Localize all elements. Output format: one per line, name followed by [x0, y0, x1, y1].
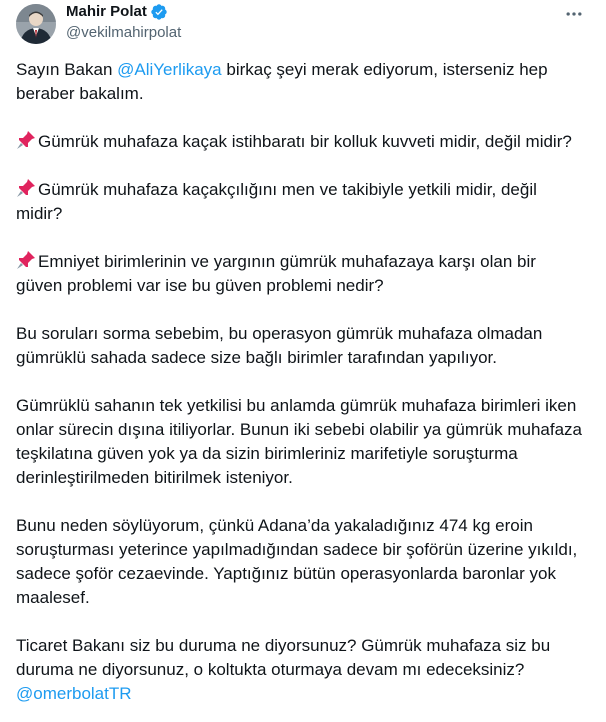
- question-2-text: Gümrük muhafaza kaçakçılığını men ve takibiyle yetkili midir, değil midir?: [16, 180, 537, 223]
- pushpin-emoji-icon: [16, 130, 36, 150]
- question-3-text: Emniyet birimlerinin ve yargının gümrük muhafazaya karşı olan bir güven problemi var ise bu güven problemi nedir?: [16, 252, 536, 295]
- author-handle[interactable]: @vekilmahirpolat: [66, 24, 182, 41]
- pushpin-emoji-icon: [16, 178, 36, 198]
- intro-text-end: birkaç şeyi merak ediyorum, isterseniz hep beraber bakalım.: [16, 60, 548, 103]
- tweet-paragraph-reason: Bu soruları sorma sebebim, bu operasyon gümrük muhafaza olmadan gümrüklü sahada sadece size bağlı birimler tarafından yapılıyor.: [16, 324, 543, 367]
- pushpin-emoji-icon: [16, 250, 36, 270]
- author-name[interactable]: Mahir Polat: [66, 3, 147, 20]
- intro-text: Sayın Bakan: [16, 60, 118, 79]
- tweet-paragraph-intro: [16, 58, 584, 106]
- verified-badge-icon[interactable]: [150, 3, 168, 21]
- more-horizontal-icon[interactable]: [562, 2, 586, 26]
- mention-link[interactable]: @AliYerlikaya: [117, 60, 222, 79]
- question-1-text: Gümrük muhafaza kaçak istihbaratı bir kolluk kuvveti midir, değil midir?: [38, 132, 572, 151]
- tweet-question-3: [16, 250, 584, 298]
- author-name-row[interactable]: [66, 2, 168, 22]
- tweet-question-2: [16, 178, 584, 226]
- closing-text: Ticaret Bakanı siz bu duruma ne diyorsunuz? Gümrük muhafaza siz bu duruma ne diyorsunuz, o koltukta oturmaya devam mı edeceksiniz?: [16, 636, 551, 679]
- avatar[interactable]: [16, 4, 56, 44]
- profile-photo-icon: [16, 4, 56, 44]
- mention-link[interactable]: @omerbolatTR: [16, 684, 132, 703]
- tweet-paragraph-adana: Bunu neden söylüyorum, çünkü Adana’da yakaladığınız 474 kg eroin soruşturması yeterince yapılmadığından sadece bir şoförün üzerine yıkıldı, sadece şoför cezaevinde. Yaptığınız bütün operasyonlarda baronlar yok maalesef.: [16, 516, 578, 607]
- tweet-paragraph-closing: [16, 634, 584, 706]
- tweet-paragraph-authority: Gümrüklü sahanın tek yetkilisi bu anlamda gümrük muhafaza birimleri iken onlar sürecin dışına itiliyorlar. Bunun iki sebebi olabilir ya gümrük muhafaza teşkilatına güven yok ya da sizin birimleriniz marifetiyle soruşturma derinleştirilmeden bitirilmek isteniyor.: [16, 396, 583, 487]
- tweet-question-1: [16, 130, 584, 154]
- tweet-text: [16, 58, 584, 706]
